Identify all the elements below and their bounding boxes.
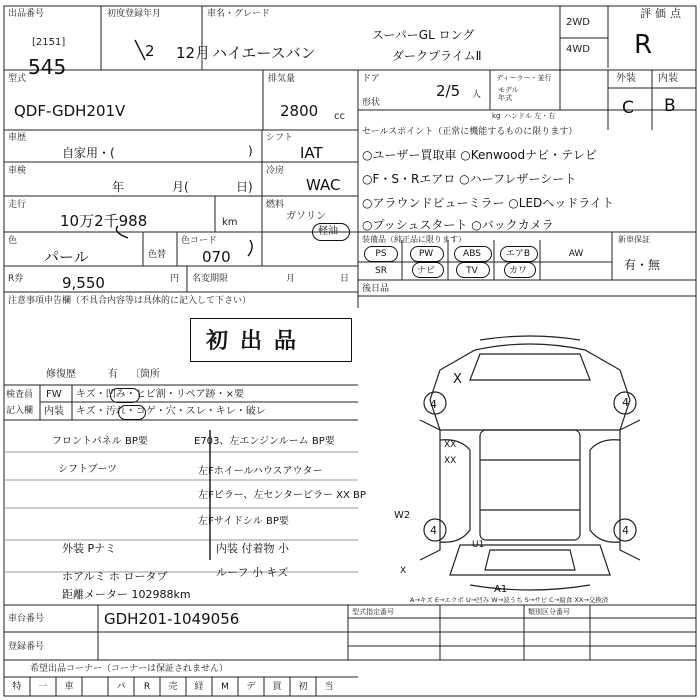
shape-label: 形状 bbox=[362, 98, 381, 108]
model-label: 型式 bbox=[8, 74, 27, 84]
corner-item: 買 bbox=[272, 682, 282, 692]
damage-mark: 4 bbox=[622, 396, 629, 409]
corner-item: 車 bbox=[64, 682, 74, 692]
fuel-gasoline: ガソリン bbox=[286, 211, 326, 222]
car-name: ハイエースバン bbox=[212, 44, 316, 62]
damage-mark: X bbox=[453, 372, 462, 387]
damage-mark: 4 bbox=[430, 524, 437, 537]
equipment-item: カワ bbox=[508, 266, 527, 276]
interior-selected-circle bbox=[118, 405, 146, 420]
name-change-day: 日 bbox=[340, 274, 350, 284]
lot-code: [2151] bbox=[32, 37, 66, 48]
equipment-item: ナビ bbox=[416, 266, 435, 276]
damage-mark: X bbox=[400, 566, 407, 576]
remark-line: 外装 Pナミ bbox=[62, 542, 117, 555]
new-car-warranty-label: 新車保証 bbox=[618, 235, 650, 244]
repair-location-bracket: 〔箇所 bbox=[130, 369, 160, 380]
corner-item: デ bbox=[246, 682, 256, 692]
remark-line: E703、左エンジンルーム BP要 bbox=[194, 436, 335, 447]
corner-item: 当 bbox=[324, 682, 334, 692]
chassis-number: GDH201-1049056 bbox=[104, 610, 240, 628]
interior-head: 内装 bbox=[44, 406, 64, 417]
equipment-item: SR bbox=[375, 266, 387, 276]
remark-line: シフトブーツ bbox=[58, 464, 117, 475]
car-name-grade-label: 車名・グレード bbox=[207, 9, 271, 19]
new-car-warranty-value: 有・無 bbox=[624, 258, 661, 272]
kg-label: kg bbox=[492, 112, 501, 120]
drive-4wd: 4WD bbox=[566, 44, 590, 55]
equipment-circle bbox=[410, 246, 444, 262]
model-year-label: モデル年式 bbox=[498, 86, 519, 102]
equipment-item: TV bbox=[466, 266, 478, 276]
sales-point-line: ○F・S・Rエアロ ○ハーフレザーシート bbox=[362, 172, 577, 186]
color-code-label: 色コード bbox=[181, 236, 218, 246]
ac-value: WAC bbox=[306, 176, 341, 194]
dealer-label: ディーラー・並行 bbox=[496, 74, 552, 82]
inspection-day-label: 日) bbox=[236, 180, 253, 194]
recycle-unit: 円 bbox=[170, 274, 180, 284]
remark-line: 距離メーター 102988km bbox=[62, 588, 191, 601]
corner-item: M bbox=[221, 682, 229, 692]
interior-label: 内装 bbox=[658, 73, 678, 84]
doors-capacity: 2/5 bbox=[436, 82, 461, 100]
fw-head: FW bbox=[46, 389, 62, 400]
notes-label: 注意事項申告欄（不具合内容等は具体的に記入して下さい） bbox=[8, 296, 252, 306]
equipment-circle bbox=[456, 262, 490, 278]
inspector-label-2: 記入欄 bbox=[6, 406, 34, 416]
rear-items-label: 後日品 bbox=[362, 284, 390, 294]
fuel-light-oil: 軽油 bbox=[318, 226, 338, 237]
capacity-unit: 人 bbox=[472, 90, 482, 100]
damage-mark: XX bbox=[444, 456, 457, 466]
sales-point-line: ○ユーザー買取車 ○Kenwoodナビ・テレビ bbox=[362, 148, 597, 162]
type-code-label: 型式指定番号 bbox=[352, 608, 394, 616]
damage-legend: A→キズ E→エクボ U→凹み W→波うち S→サビ C→腐食 XX→交換済 bbox=[410, 596, 609, 604]
equipment-circle bbox=[364, 246, 398, 262]
color-change-label: 色替 bbox=[148, 250, 167, 260]
remark-line: 左Fホイールハウスアウター bbox=[198, 466, 323, 477]
handle-label: ハンドル 左・右 bbox=[504, 112, 556, 120]
interior-score: B bbox=[664, 96, 676, 116]
mileage-unit: km bbox=[222, 217, 238, 228]
inspector-label: 検査員 bbox=[6, 390, 34, 400]
history-value: 自家用・( bbox=[62, 146, 115, 160]
first-listing-text: 初出品 bbox=[206, 329, 309, 354]
color-label: 色 bbox=[8, 236, 18, 246]
sales-point-line: ○アラウンドビューミラー ○LEDヘッドライト bbox=[362, 196, 614, 210]
equipment-circle bbox=[500, 246, 538, 262]
corner-item: 初 bbox=[298, 682, 308, 692]
name-change-month: 月 bbox=[286, 274, 296, 284]
first-registration-year: 2 bbox=[145, 42, 155, 60]
door-label: ドア bbox=[362, 74, 380, 84]
inspection-year-label: 年 bbox=[112, 180, 125, 194]
exterior-label: 外装 bbox=[616, 73, 636, 84]
fuel-label: 燃料 bbox=[266, 200, 285, 210]
remark-line: ルーフ 小 キズ bbox=[216, 566, 289, 579]
ac-label: 冷房 bbox=[266, 166, 285, 176]
remark-line: フロントパネル BP要 bbox=[52, 436, 148, 447]
corner-item: 特 bbox=[12, 682, 22, 692]
lot-number-label: 出品番号 bbox=[8, 9, 45, 19]
remark-line: ホアルミ ホ ロータブ bbox=[62, 570, 168, 583]
remark-line: 左Fサイドシル BP要 bbox=[198, 516, 289, 527]
drive-2wd: 2WD bbox=[566, 17, 590, 28]
first-registration-month: 12月 bbox=[176, 44, 211, 62]
model-value: QDF-GDH201V bbox=[14, 102, 126, 120]
fw-items: キズ・凹み・ヒビ割・リペア跡・×要 bbox=[76, 389, 244, 400]
color-code-value: 070 bbox=[202, 248, 231, 266]
corner-item: R bbox=[143, 682, 151, 692]
chassis-number-label: 車台番号 bbox=[8, 614, 45, 624]
history-label: 車歴 bbox=[8, 133, 27, 143]
repair-history-label: 修復歴 bbox=[46, 369, 76, 380]
category-code-label: 類別区分番号 bbox=[528, 608, 570, 616]
equipment-circle bbox=[504, 262, 536, 278]
fw-selected-circle bbox=[110, 388, 140, 403]
score-value: R bbox=[634, 30, 653, 60]
preferred-corner-label: 希望出品コーナー（コーナーは保証されません） bbox=[30, 664, 229, 674]
remark-line: 左Fピラー、左センターピラー XX BP bbox=[198, 490, 366, 501]
corner-item: 一 bbox=[38, 682, 48, 692]
grade-line-1: スーパーGL ロング bbox=[372, 28, 475, 42]
shift-value: IAT bbox=[300, 144, 323, 162]
vehicle-damage-diagram bbox=[380, 330, 680, 600]
name-change-label: 名変期限 bbox=[192, 274, 229, 284]
lot-number: 545 bbox=[28, 55, 67, 79]
inspection-month-label: 月( bbox=[172, 180, 189, 194]
equipment-item: PS bbox=[375, 249, 387, 259]
inspection-label: 車検 bbox=[8, 166, 27, 176]
score-label: 評価点 bbox=[640, 7, 685, 20]
history-close: ) bbox=[248, 144, 253, 158]
equipment-item: エアB bbox=[505, 249, 531, 259]
corner-item: 経 bbox=[194, 682, 204, 692]
grade-line-2: ダークプライムⅡ bbox=[392, 49, 482, 63]
first-registration-label: 初度登録年月 bbox=[107, 9, 162, 19]
recycle-value: 9,550 bbox=[62, 274, 105, 292]
corner-item: 売 bbox=[168, 682, 178, 692]
displacement-unit: cc bbox=[334, 111, 345, 122]
registration-number-label: 登録番号 bbox=[8, 642, 45, 652]
recycle-label: R券 bbox=[8, 274, 24, 284]
sales-points-label: セールスポイント（正常に機能するものに限ります） bbox=[362, 127, 578, 137]
equipment-item: AW bbox=[568, 249, 584, 259]
equipment-circle bbox=[412, 262, 444, 278]
corner-item: パ bbox=[116, 682, 126, 692]
damage-mark: XX bbox=[444, 440, 457, 450]
sales-point-line: ○プッシュスタート ○バックカメラ bbox=[362, 218, 554, 232]
repair-history-value: 有 bbox=[108, 369, 118, 380]
displacement-label: 排気量 bbox=[268, 74, 296, 84]
mileage-label: 走行 bbox=[8, 200, 27, 210]
damage-mark: W2 bbox=[394, 510, 411, 521]
damage-mark: 4 bbox=[622, 524, 629, 537]
remark-line: 内装 付着物 小 bbox=[216, 542, 289, 555]
equipment-label: 装備品（純正品に限ります） bbox=[362, 235, 466, 244]
equipment-item: ABS bbox=[463, 249, 481, 259]
damage-mark: U1 bbox=[472, 540, 485, 550]
color-value: パール bbox=[44, 248, 89, 266]
damage-mark: 4 bbox=[430, 398, 437, 411]
interior-items: キズ・汚れ・コゲ・穴・スレ・キレ・破レ bbox=[76, 406, 266, 417]
displacement-value: 2800 bbox=[280, 102, 319, 120]
damage-mark: A1 bbox=[494, 584, 508, 595]
equipment-circle bbox=[454, 246, 492, 262]
mileage-value: 10万2千988 bbox=[60, 212, 148, 230]
shift-label: シフト bbox=[266, 133, 294, 143]
exterior-score: C bbox=[622, 98, 634, 118]
equipment-item: PW bbox=[418, 249, 434, 259]
fuel-selected-circle bbox=[312, 223, 350, 241]
